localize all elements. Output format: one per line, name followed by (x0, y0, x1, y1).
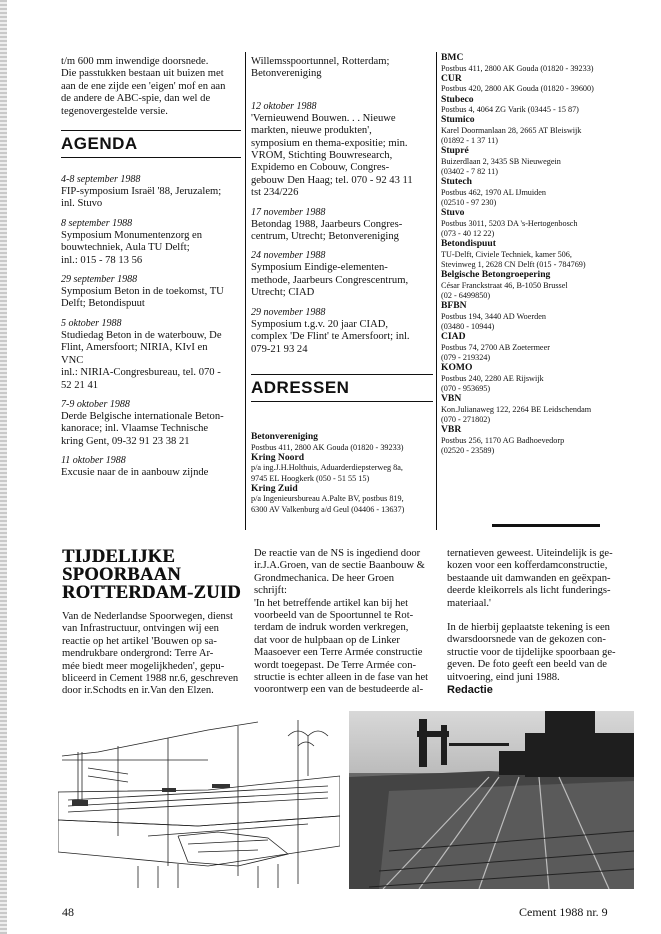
text-line: reactie op het artikel 'Bouwen op sa- (62, 635, 217, 647)
address-list (441, 53, 631, 456)
agenda-entry (61, 399, 241, 448)
agenda-date: 29 november 1988 (251, 306, 326, 318)
photo-svg (349, 711, 634, 889)
agenda-date: 8 september 1988 (61, 217, 133, 229)
agenda-line: Betondag 1988, Jaarbeurs Congres- (251, 218, 403, 230)
address-entry (441, 208, 631, 239)
text-line: structie is echter alleen in de fase van het (254, 672, 429, 684)
short-rule (492, 524, 600, 527)
construction-photo (349, 711, 634, 889)
organisation-name: KOMO (441, 362, 473, 374)
address-line: Postbus 462, 1970 AL IJmuiden (441, 187, 547, 197)
text-line: t/m 600 mm inwendige doorsnede. (61, 56, 209, 67)
address-line: p/a Ingenieursbureau A.Palte BV, postbus 819, (251, 494, 404, 504)
text-line: Grondmechanica. De heer Groen (254, 572, 395, 584)
address-line: 9745 EL Hoogkerk (050 - 51 55 15) (251, 473, 370, 483)
text-line: Die passtukken bestaan uit buizen met (61, 68, 224, 80)
address-entry (441, 363, 631, 394)
agenda-line: complex 'De Flint' te Amersfoort; inl. (251, 331, 410, 343)
address-entry (441, 425, 631, 456)
agenda-line: 'Vernieuwend Bouwen. . . Nieuwe (251, 112, 396, 124)
organisation-name: VBR (441, 424, 462, 436)
agenda-entry (61, 455, 241, 479)
text-line: de andere de ABC-spie, dan wel de (61, 93, 211, 105)
intro-paragraph (61, 56, 241, 118)
agenda-entry (61, 218, 241, 267)
agenda-line: bouwtechniek, Aula TU Delft; (61, 242, 190, 254)
address-line: Postbus 420, 2800 AK Gouda (01820 - 39600) (441, 84, 594, 94)
agenda-date: 12 oktober 1988 (251, 100, 317, 112)
address-entry (441, 270, 631, 301)
address-line: (079 - 219324) (441, 353, 491, 363)
drawing-svg (58, 716, 340, 888)
agenda-line: 52 21 41 (61, 379, 99, 391)
organisation-name: Betondispuut (441, 238, 496, 250)
agenda-line: inl.: 015 - 78 13 56 (61, 254, 143, 266)
address-line: (073 - 40 12 22) (441, 229, 495, 239)
agenda-line: Expidemo en Cobouw, Congres- (251, 162, 390, 174)
address-line: (070 - 953695) (441, 384, 491, 394)
agenda-entry (61, 274, 241, 311)
address-line: p/a ing.J.H.Holthuis, Aduarderdiepsterweg 8a, (251, 463, 403, 473)
text-line: In de hierbij geplaatste tekening is een (447, 622, 610, 634)
address-entry (441, 332, 631, 363)
address-line: Postbus 256, 1170 AG Badhoevedorp (441, 435, 565, 445)
address-line: Stevinweg 1, 2628 CN Delft (015 - 784769) (441, 260, 586, 270)
address-entry (441, 95, 631, 116)
address-line: 6300 AV Valkenburg a/d Geul (04406 - 13637) (251, 504, 405, 514)
title-line: ROTTERDAM-ZUID (62, 583, 241, 603)
agenda-line: methode, Jaarbeurs Congrescentrum, (251, 274, 409, 286)
organisation-name: BFBN (441, 300, 467, 312)
organisation-name: Stupré (441, 145, 469, 157)
address-line: (02 - 6499850) (441, 291, 491, 301)
address-entry (441, 301, 631, 332)
organisation-name: Stumico (441, 114, 475, 126)
text-line: dwarsdoorsnede van de gekozen con- (447, 634, 606, 646)
signature: Redactie (447, 684, 493, 697)
agenda-line: markten, nieuwe produkten', (251, 125, 372, 137)
adressen-heading: ADRESSEN (251, 374, 433, 402)
agenda-line: VNC (61, 354, 84, 366)
organisation-name: CIAD (441, 331, 466, 343)
organisation-name: BMC (441, 52, 464, 63)
text-line: voorbeeld van de Spoortunnel te Rot- (254, 610, 414, 622)
address-line: Buizerdlaan 2, 3435 SB Nieuwegein (441, 156, 561, 166)
cross-section-drawing (58, 716, 340, 888)
article-paragraph (447, 548, 631, 610)
address-entry (441, 394, 631, 425)
agenda-date: 5 oktober 1988 (61, 317, 122, 329)
agenda-list (61, 174, 241, 480)
address-line: Postbus 4, 4064 ZG Varik (03445 - 15 87) (441, 105, 579, 115)
text-line: Betonvereniging (251, 68, 322, 80)
address-entry (251, 453, 433, 484)
agenda-entry (251, 101, 433, 200)
text-line: ir.J.A.Groen, van de sectie Baanbouw & (254, 560, 425, 572)
article-title (62, 548, 247, 602)
address-line: (070 - 271802) (441, 415, 491, 425)
agenda-date: 11 oktober 1988 (61, 455, 126, 467)
address-line: Postbus 411, 2800 AK Gouda (01820 - 39233) (251, 442, 404, 452)
agenda-line: centrum, Utrecht; Betonvereniging (251, 231, 399, 243)
text-line: mendrukbare ondergrond: Terre Ar- (62, 648, 214, 660)
address-line: Postbus 240, 2280 AE Rijswijk (441, 373, 544, 383)
organisation-name: Stutech (441, 176, 472, 188)
journal-issue: Cement 1988 nr. 9 (519, 905, 608, 919)
text-line: door ir.Schodts en ir.Van den Elzen. (62, 685, 214, 697)
text-line: terdam de indruk worden verkregen, (254, 622, 409, 634)
agenda-line: inl. Stuvo (61, 198, 103, 210)
agenda-line: Symposium Eindige-elementen- (251, 262, 388, 274)
address-line: (01892 - 1 37 11) (441, 136, 499, 146)
address-line: TU-Delft, Civiele Techniek, kamer 506, (441, 249, 572, 259)
address-line: Postbus 3011, 5203 DA 's-Hertogenbosch (441, 218, 578, 228)
agenda-entry (61, 318, 241, 392)
text-line: schrijft: (254, 585, 287, 597)
column-rule-2 (436, 52, 437, 530)
text-line: Van de Nederlandse Spoorwegen, dienst (62, 611, 233, 622)
text-line: bliceerd in Cement 1988 nr.6, geschreven (62, 673, 239, 685)
text-line: De reactie van de NS is ingediend door (254, 548, 421, 559)
text-line: kozen voor een kofferdamconstructie, (447, 560, 608, 572)
address-line: (02520 - 23589) (441, 446, 495, 456)
address-entry (441, 74, 631, 95)
agenda-date: 7-9 oktober 1988 (61, 398, 130, 410)
address-entry (441, 146, 631, 177)
text-line: structie voor de tijdelijke spoorbaan ge- (447, 646, 616, 658)
address-entry (441, 115, 631, 146)
agenda-line: 079-21 93 24 (251, 343, 308, 355)
article-column-2 (254, 548, 440, 697)
text-line: Maasoever een Terre Armée constructie (254, 647, 423, 659)
organisation-name: Stubeco (441, 93, 474, 105)
agenda-entry (251, 250, 433, 299)
agenda-line: FIP-symposium Israël '88, Jeruzalem; (61, 186, 222, 198)
text-line: uitvoering, eind juni 1988. (447, 671, 560, 683)
agenda-entry (251, 207, 433, 244)
address-column (441, 53, 631, 456)
agenda-line: kring Gent, 09-32 91 23 38 21 (61, 435, 190, 447)
text-line: dat voor de hulpbaan op de Linker (254, 634, 400, 646)
title-line: SPOORBAAN (62, 565, 181, 585)
agenda-line: Flint, Amersfoort; NIRIA, KIvI en (61, 342, 208, 354)
agenda-line: Excusie naar de in aanbouw zijnde (61, 467, 209, 479)
address-line: César Franckstraat 46, B-1050 Brussel (441, 280, 568, 290)
text-line: bestaande uit damwanden en geëxpan- (447, 572, 611, 584)
address-line: (03402 - 7 82 11) (441, 167, 499, 177)
address-entry (441, 53, 631, 74)
agenda-line: inl.: NIRIA-Congresbureau, tel. 070 - (61, 367, 221, 379)
address-line: Karel Doormanlaan 28, 2665 AT Bleiswijk (441, 125, 582, 135)
agenda-line: Symposium t.g.v. 20 jaar CIAD, (251, 318, 389, 330)
title-line: TIJDELIJKE (62, 547, 176, 567)
column-rule-1 (245, 52, 246, 530)
address-entry (251, 484, 433, 515)
address-line: Kon.Julianaweg 122, 2264 BE Leidschendam (441, 404, 592, 414)
agenda-column-1 (61, 56, 241, 487)
agenda-line: Delft; Betondispuut (61, 298, 145, 310)
text-line: materiaal.' (447, 597, 491, 609)
organisation-name: Stuvo (441, 207, 465, 219)
page-edge-scan (0, 0, 7, 934)
address-line: (02510 - 97 230) (441, 198, 497, 208)
page-number: 48 (62, 905, 74, 919)
organisation-name: CUR (441, 72, 462, 84)
agenda-date: 24 november 1988 (251, 250, 326, 262)
text-line: tegenovergestelde versie. (61, 105, 168, 117)
agenda-column-2 (251, 56, 433, 515)
address-line: Postbus 74, 2700 AB Zoetermeer (441, 342, 550, 352)
agenda-list (251, 101, 433, 356)
address-line: (03480 - 10944) (441, 322, 495, 332)
text-line: mée biedt meer mogelijkheden', gepu- (62, 660, 225, 672)
agenda-line: Derde Belgische internationale Beton- (61, 410, 224, 422)
agenda-line: Symposium Monumentenzorg en (61, 229, 203, 241)
article-column-1 (62, 611, 247, 698)
address-entry (441, 239, 631, 270)
text-line: ternatieven geweest. Uiteindelijk is ge- (447, 548, 613, 559)
organisation-name: Kring Noord (251, 451, 305, 463)
agenda-line: VROM, Stichting Bouwresearch, (251, 150, 393, 162)
organisation-name: VBN (441, 393, 462, 405)
article-column-3 (447, 548, 631, 696)
agenda-line: Utrecht; CIAD (251, 287, 315, 299)
text-line: deerde kleikorrels als licht funderings- (447, 585, 611, 597)
intro-paragraph (251, 56, 433, 81)
text-line: voorontwerp een van de bestudeerde al- (254, 684, 424, 696)
agenda-entry (61, 174, 241, 211)
agenda-line: Studiedag Beton in de waterbouw, De (61, 329, 222, 341)
agenda-heading: AGENDA (61, 130, 241, 158)
address-entry (441, 177, 631, 208)
address-entry (251, 432, 433, 453)
address-line: Postbus 194, 3440 AD Woerden (441, 311, 546, 321)
agenda-line: symposium en thema-expositie; min. (251, 137, 408, 149)
agenda-entry (251, 307, 433, 356)
article-paragraph (447, 622, 631, 684)
organisation-name: Kring Zuid (251, 482, 298, 494)
agenda-date: 4-8 september 1988 (61, 174, 141, 186)
text-line: Willemsspoortunnel, Rotterdam; (251, 56, 390, 67)
agenda-line: gebouw Den Haag; tel. 070 - 92 43 11 (251, 174, 413, 186)
text-line: wordt toegepast. De Terre Armée con- (254, 659, 417, 671)
text-line: 'In het betreffende artikel kan bij het (254, 597, 409, 609)
organisation-name: Betonvereniging (251, 430, 318, 442)
organisation-name: Belgische Betongroepering (441, 269, 551, 281)
address-list (251, 432, 433, 515)
text-line: van Infrastructuur, ontvingen wij een (62, 623, 219, 635)
address-line: Postbus 411, 2800 AK Gouda (01820 - 39233) (441, 63, 594, 73)
agenda-line: Symposium Beton in de toekomst, TU (61, 286, 224, 298)
agenda-line: tst 234/226 (251, 187, 299, 199)
agenda-date: 29 september 1988 (61, 274, 138, 286)
agenda-line: kanorace; inl. Vlaamse Technische (61, 423, 209, 435)
text-line: geven. De foto geeft een beeld van de (447, 659, 608, 671)
text-line: aan de ene zijde een 'eigen' mof en aan (61, 80, 226, 92)
agenda-date: 17 november 1988 (251, 206, 326, 218)
